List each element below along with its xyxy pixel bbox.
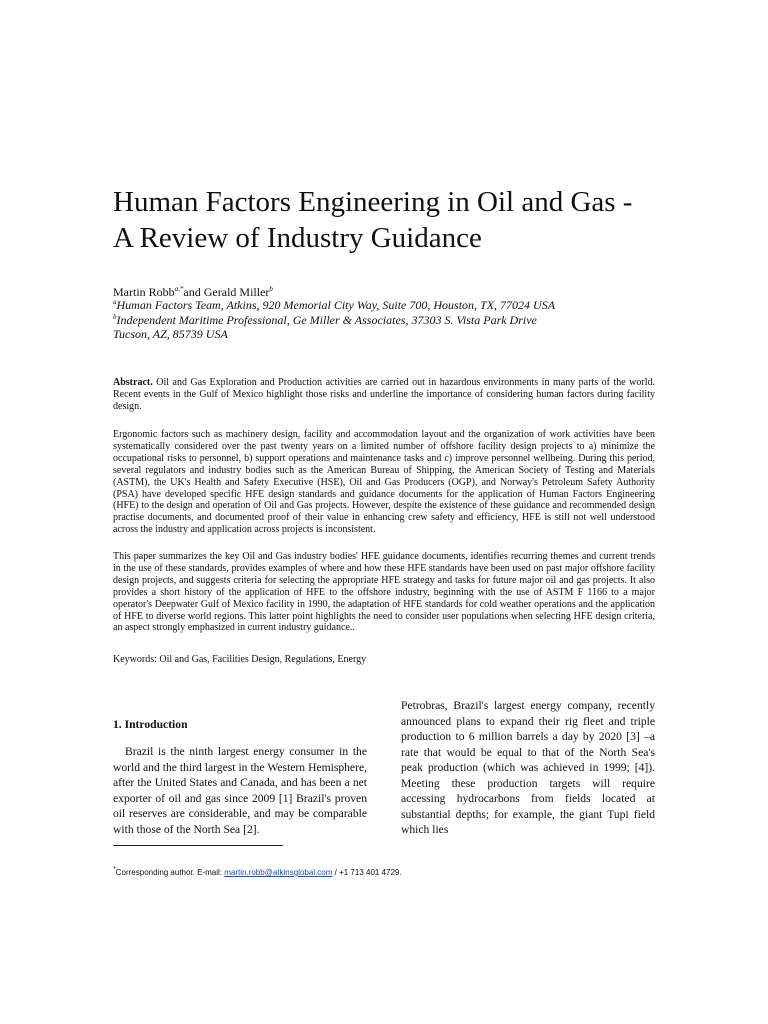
affiliation-b-line-2: Tucson, AZ, 85739 USA <box>113 327 228 341</box>
abstract-paragraph-1 <box>113 377 655 413</box>
title-line-1: Human Factors Engineering in Oil and Gas - <box>113 186 633 218</box>
abstract-paragraph-3: This paper summarizes the key Oil and Gas industry bodies' HFE guidance documents, identifies recurring themes and current trends in the use of these standards, provides examples of where and how these HFE standards have been used on past major offshore facility design projects, and suggests criteria for selecting the appropriate HFE strategy and tasks for future major oil and gas projects. It also provides a short history of the application of HFE to the offshore industry, beginning with the use of ASTM F 1166 to a major operator's Deepwater Gulf of Mexico facility in 1990, the adaptation of HFE standards for cold weather operations and the application of HFE to diverse world regions. This latter point highlights the need to consider user populations when selecting HFE design criteria, an aspect strongly emphasized in current industry guidance.. <box>113 551 655 634</box>
intro-left-paragraph: Brazil is the ninth largest energy consumer in the world and the third largest in the Western Hemisphere, after the United States and Canada, and has been a net exporter of oil and gas since 2009 [1] Brazil's proven oil reserves are considerable, and may be comparable with those of the North Sea [2]. <box>113 745 367 836</box>
footnote-divider <box>113 845 283 846</box>
affiliation-a <box>113 298 555 313</box>
author-email-link[interactable]: martin.robb@atkinsglobal.com <box>224 868 333 877</box>
affiliation-b-mark: b <box>113 313 117 321</box>
affiliation-a-text: Human Factors Team, Atkins, 920 Memorial City Way, Suite 700, Houston, TX, 77024 USA <box>116 298 556 312</box>
intro-right-paragraph: Petrobras, Brazil's largest energy company, recently announced plans to expand their rig fleet and triple production to 6 million barrels a day by 2020 [3] –a rate that would be equal to that of the North Sea's peak production (which was achieved in 1999; [4]). Meeting these production targets will require accessing hydrocarbons from fields located at substantial depths; for example, the giant Tupi field which lies <box>401 699 655 836</box>
affiliation-a-mark: a <box>113 298 117 306</box>
abstract-paragraph-2: Ergonomic factors such as machinery design, facility and accommodation layout and the organization of work activities have been systematically considered over the past twenty years on a limited number of offshore facility design projects to a) minimize the occupational risks to personnel, b) support operations and maintenance tasks and c) improve personnel wellbeing. During this period, several regulators and industry bodies such as the American Bureau of Shipping, the American Society of Testing and Materials (ASTM), the UK's Health and Safety Executive (HSE), Oil and Gas Producers (OGP), and Norway's Petroleum Safety Authority (PSA) have developed specific HFE design standards and guidance documents for the application of Human Factors Engineering (HFE) to the design and operation of Oil and Gas projects. However, despite the existence of these guidance and recommended design practise documents, and documented proof of their value in enhancing crew safety and efficiency, HFE is still not well understood across the industry and application across projects is inconsistent. <box>113 429 655 536</box>
footnote <box>113 866 402 877</box>
intro-right-column <box>401 698 655 838</box>
intro-left-column <box>113 744 367 837</box>
author-connector: and Gerald Miller <box>183 285 270 299</box>
footnote-prefix: Corresponding author. E-mail: <box>115 868 225 877</box>
footnote-suffix: / +1 713 401 4729. <box>332 868 402 877</box>
footnote-mark: * <box>113 866 116 873</box>
affiliation-b-text: Independent Maritime Professional, Ge Miller & Associates, 37303 S. Vista Park Drive <box>116 313 537 327</box>
abstract-label: Abstract. <box>113 377 153 388</box>
abstract-text-1: Oil and Gas Exploration and Production activities are carried out in hazardous environments in many parts of the world. Recent events in the Gulf of Mexico highlight those risks and underline the importance of considering human factors during facility design. <box>113 377 656 412</box>
keywords: Keywords: Oil and Gas, Facilities Design, Regulations, Energy <box>113 654 367 665</box>
author-1-marks: a,* <box>174 285 184 293</box>
affiliation-b <box>113 313 537 328</box>
author-1: Martin Robb <box>113 285 175 299</box>
author-2-mark: b <box>269 285 273 293</box>
title-line-2: A Review of Industry Guidance <box>113 222 482 254</box>
section-heading-introduction: 1. Introduction <box>113 718 188 731</box>
paper-title <box>113 184 673 256</box>
